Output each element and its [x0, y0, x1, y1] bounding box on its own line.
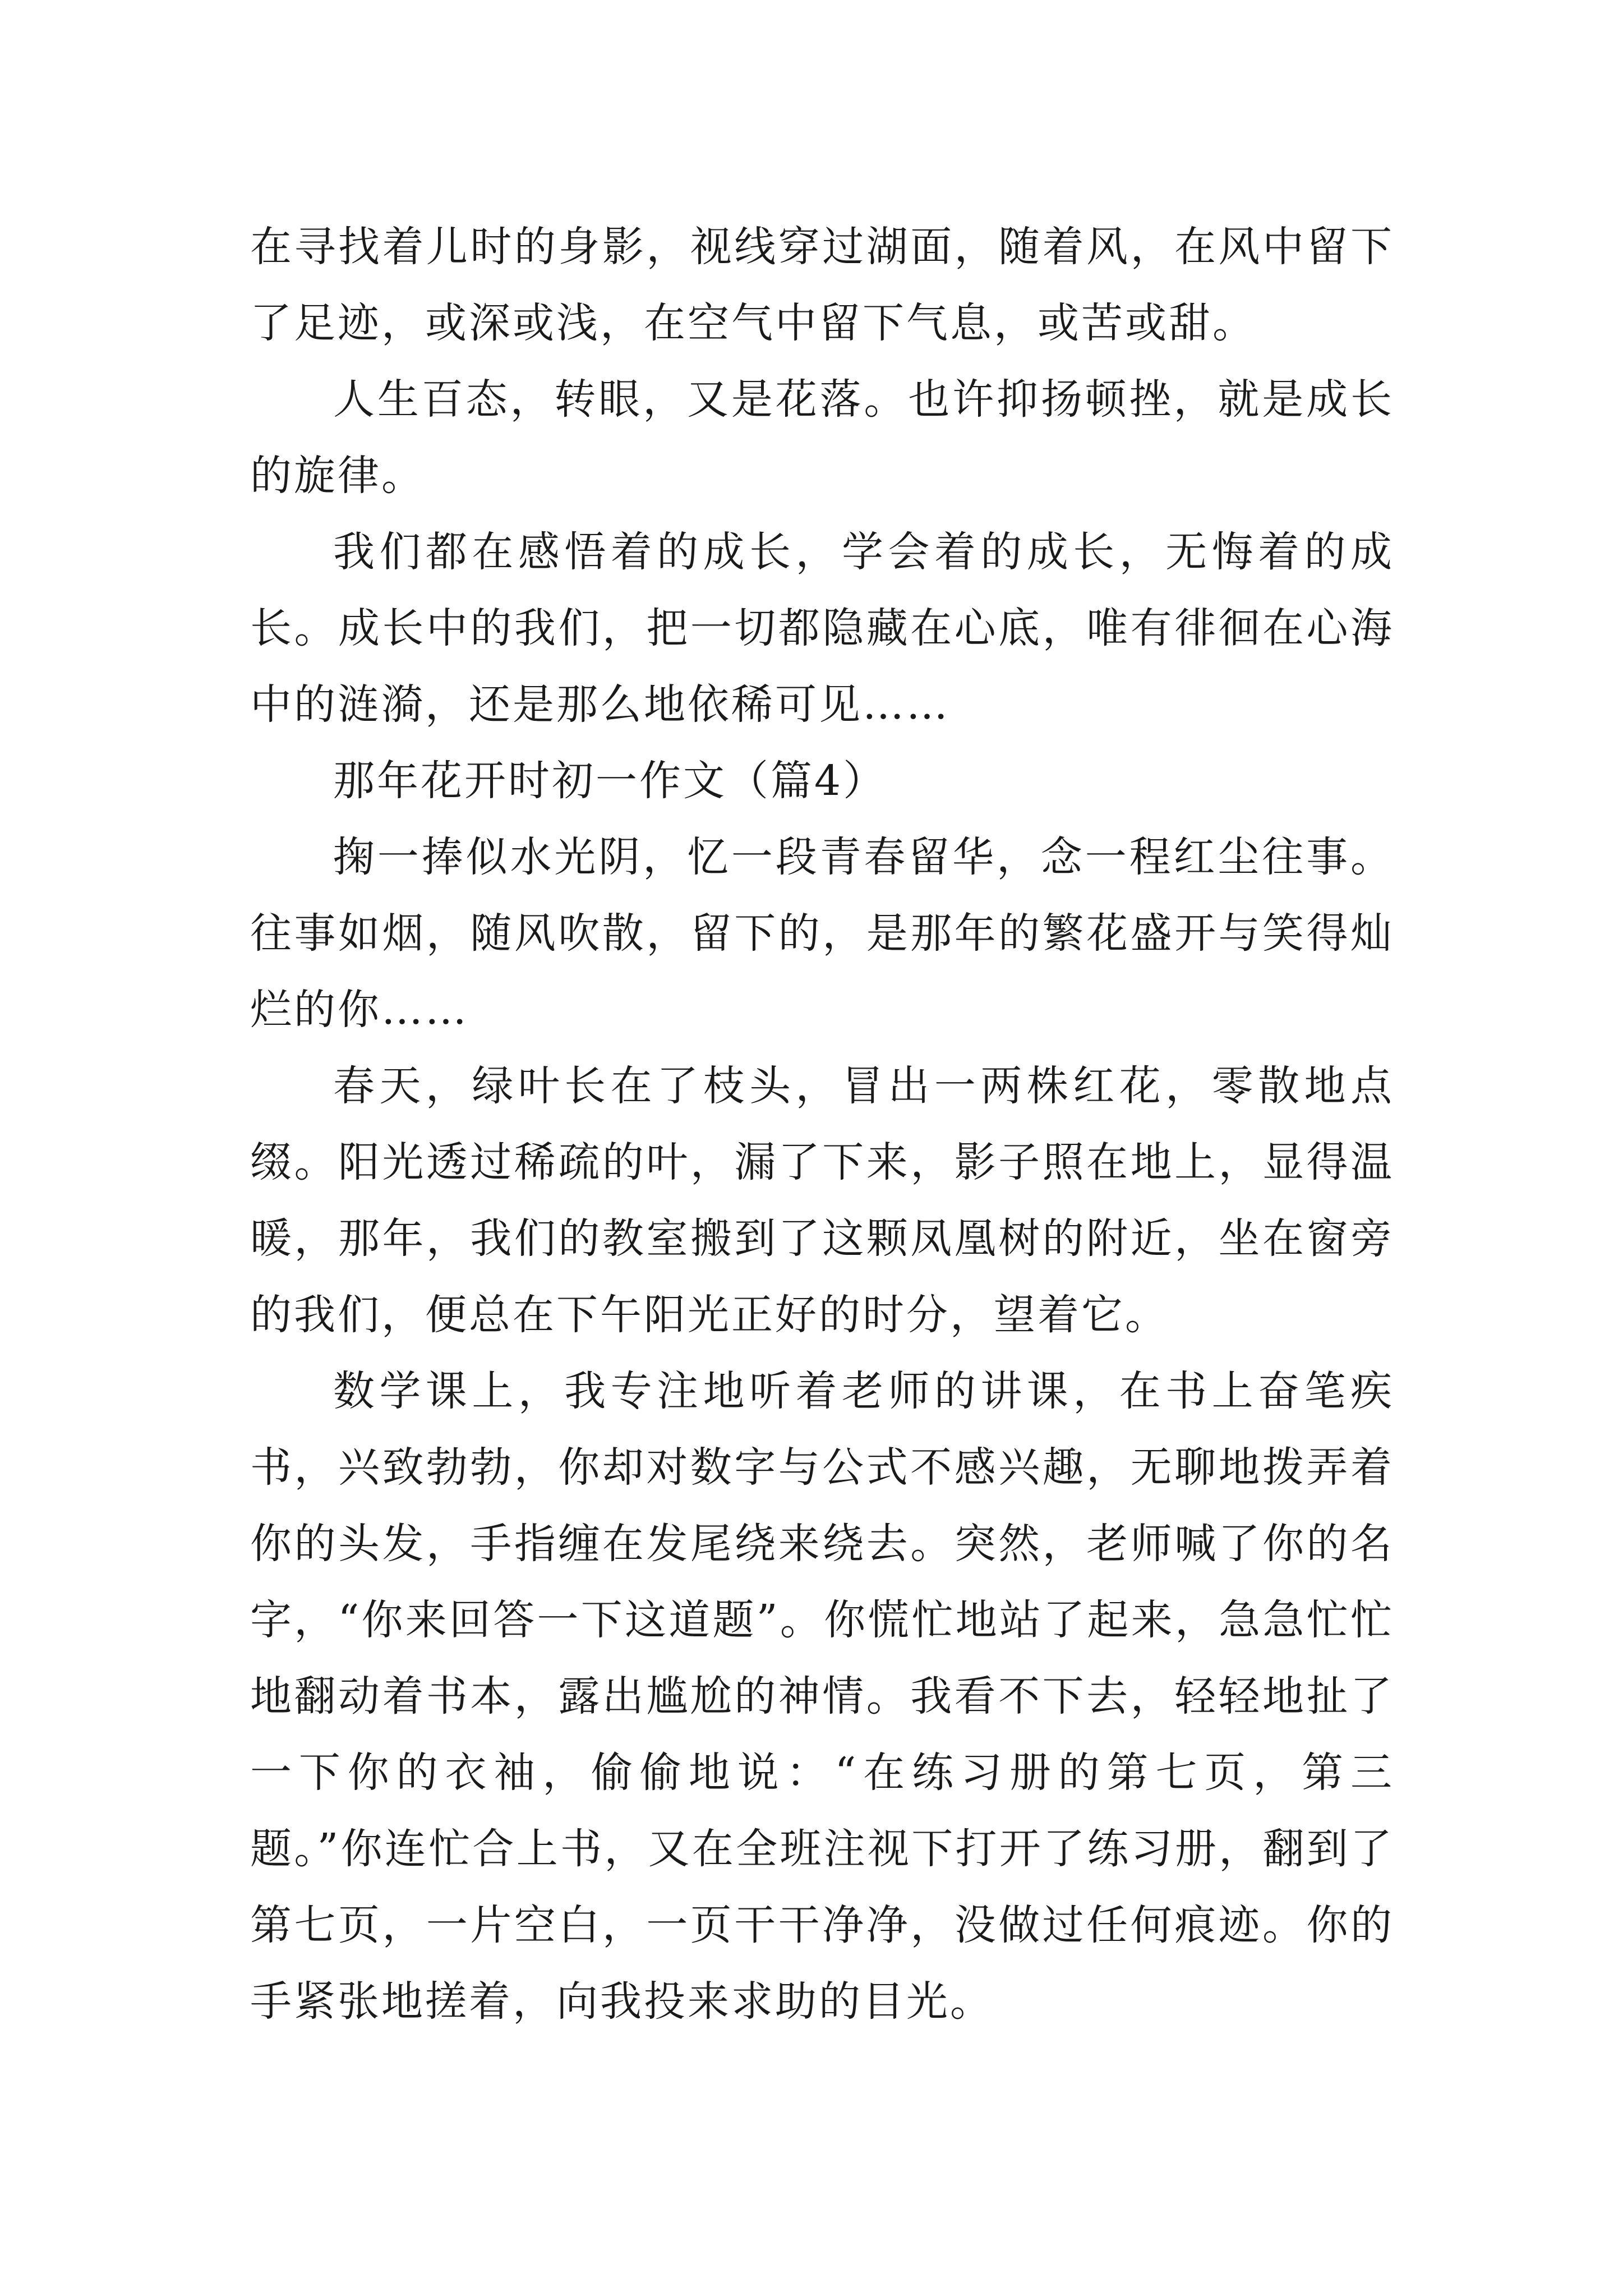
paragraph-3: 我们都在感悟着的成长，学会着的成长，无悔着的成长。成长中的我们，把一切都隐藏在心底，唯有徘徊在心海中的涟漪，还是那么地依稀可见……: [250, 528, 1394, 729]
section-heading: 那年花开时初一作文（篇4）: [333, 757, 887, 805]
paragraph-2: 人生百态，转眼，又是花落。也许抑扬顿挫，就是成长的旋律。: [250, 375, 1394, 500]
paragraph-4: 掬一捧似水光阴，忆一段青春留华，念一程红尘往事。往事如烟，随风吹散，留下的，是那年的繁花盛开与笑得灿烂的你……: [250, 833, 1394, 1034]
paragraph-1: 在寻找着儿时的身影，视线穿过湖面，随着风，在风中留下了足迹，或深或浅，在空气中留下气息，或苦或甜。: [250, 223, 1394, 347]
paragraph-6: 数学课上，我专注地听着老师的讲课，在书上奋笔疾书，兴致勃勃，你却对数字与公式不感兴趣，无聊地拨弄着你的头发，手指缠在发尾绕来绕去。突然，老师喊了你的名字，“你来回答一下这道题”。你慌忙地站了起来，急急忙忙地翻动着书本，露出尴尬的神情。我看不下去，轻轻地扯了一下你的衣袖，偷偷地说：“在练习册的第七页，第三题。”你连忙合上书，又在全班注视下打开了练习册，翻到了第七页，一片空白，一页干干净净，没做过任何痕迹。你的手紧张地搓着，向我投来求助的目光。: [250, 1367, 1394, 2026]
document-body: [250, 209, 1394, 2040]
paragraph-5: 春天，绿叶长在了枝头，冒出一两株红花，零散地点缀。阳光透过稀疏的叶，漏了下来，影子照在地上，显得温暖，那年，我们的教室搬到了这颗凤凰树的附近，坐在窗旁的我们，便总在下午阳光正好的时分，望着它。: [250, 1062, 1394, 1339]
